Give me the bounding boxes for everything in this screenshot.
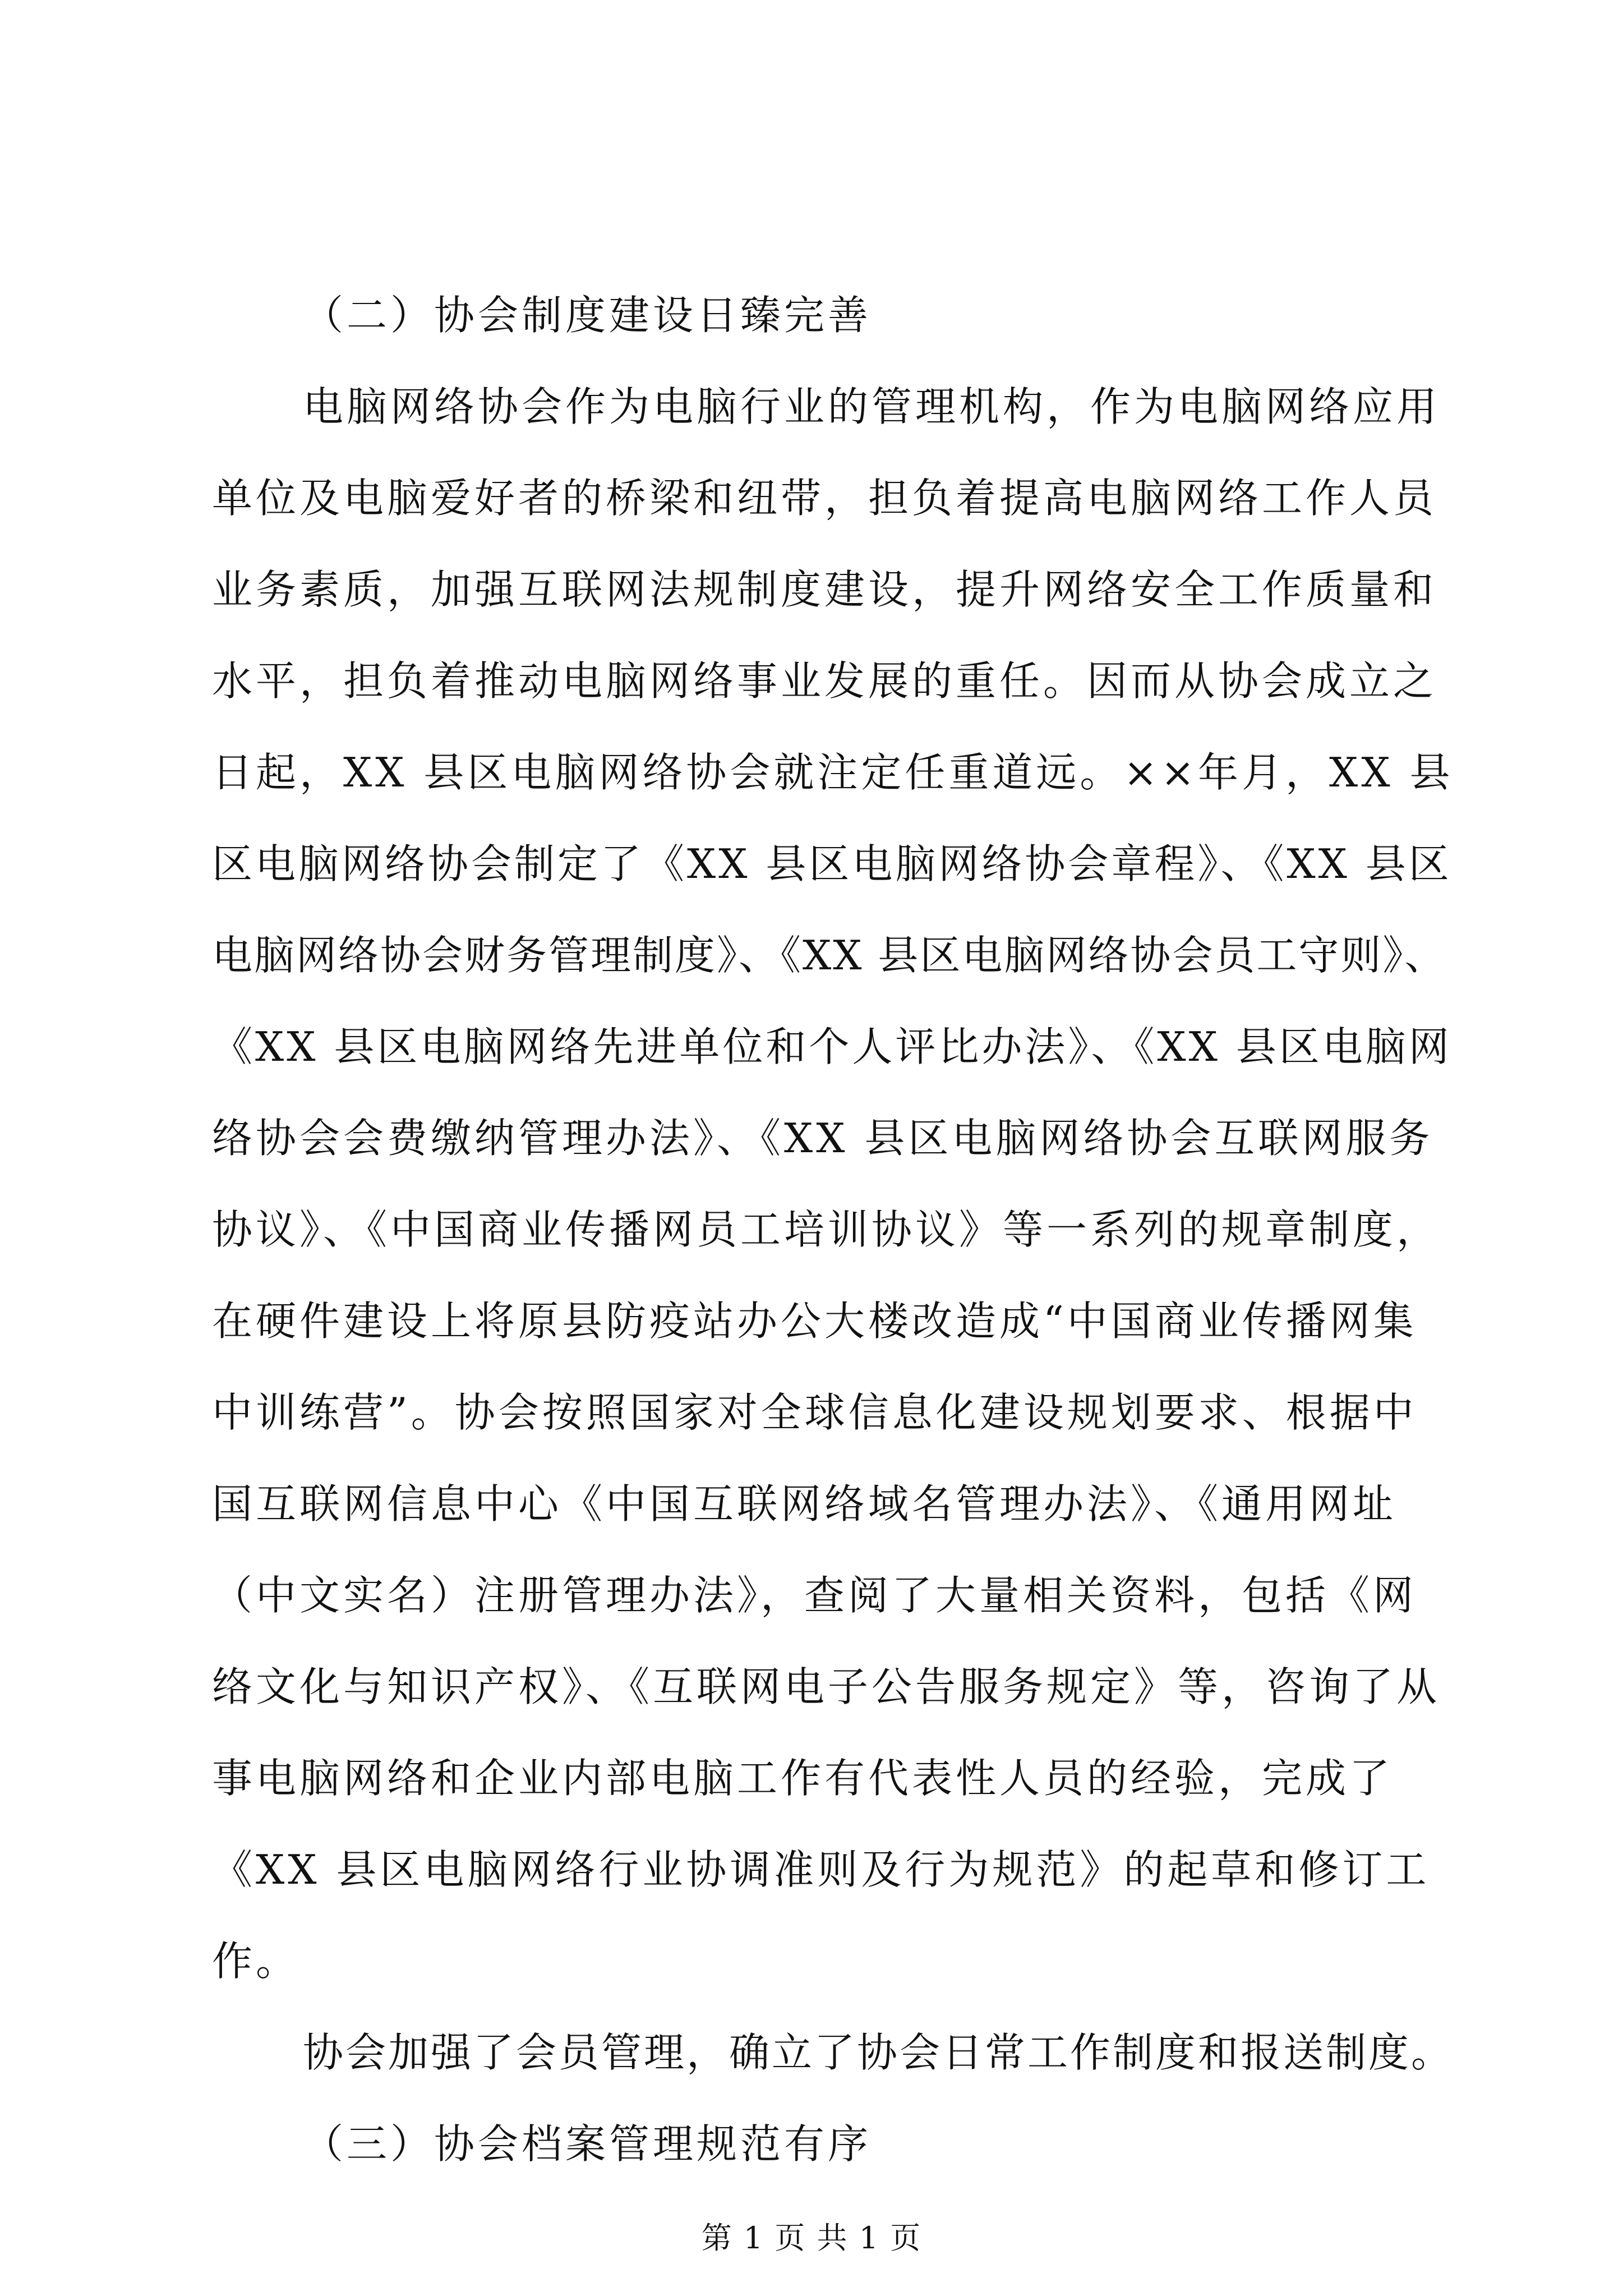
paragraph-1-line-2: 单位及电脑爱好者的桥梁和纽带，担负着提高电脑网络工作人员 xyxy=(212,475,1437,522)
paragraph-1-line-4: 水平，担负着推动电脑网络事业发展的重任。因而从协会成立之 xyxy=(212,657,1437,705)
page-footer: 第 1 页 共 1 页 xyxy=(701,2220,922,2256)
section-heading-2: （二）协会制度建设日臻完善 xyxy=(303,292,872,339)
paragraph-1-line-6: 区电脑网络协会制定了《XX 县区电脑网络协会章程》、《XX 县区 xyxy=(212,840,1452,887)
paragraph-2: 协会加强了会员管理，确立了协会日常工作制度和报送制度。 xyxy=(303,2029,1454,2076)
paragraph-1-line-5: 日起，XX 县区电脑网络协会就注定任重道远。××年月，XX 县 xyxy=(212,749,1454,796)
paragraph-1-line-13: 国互联网信息中心《中国互联网络域名管理办法》、《通用网址 xyxy=(212,1480,1397,1527)
paragraph-1-line-15: 络文化与知识产权》、《互联网电子公告服务规定》等，咨询了从 xyxy=(212,1663,1441,1710)
paragraph-1-line-8: 《XX 县区电脑网络先进单位和个人评比办法》、《XX 县区电脑网 xyxy=(212,1023,1452,1070)
paragraph-1-line-18: 作。 xyxy=(212,1938,300,1985)
paragraph-1-line-11: 在硬件建设上将原县防疫站办公大楼改造成“中国商业传播网集 xyxy=(212,1297,1417,1345)
paragraph-1-line-9: 络协会会费缴纳管理办法》、《XX 县区电脑网络协会互联网服务 xyxy=(212,1115,1433,1162)
paragraph-1-line-1: 电脑网络协会作为电脑行业的管理机构，作为电脑网络应用 xyxy=(303,383,1441,430)
paragraph-1-line-7: 电脑网络协会财务管理制度》、《XX 县区电脑网络协会员工守则》、 xyxy=(212,932,1447,979)
section-heading-3: （三）协会档案管理规范有序 xyxy=(303,2120,872,2168)
paragraph-1-line-3: 业务素质，加强互联网法规制度建设，提升网络安全工作质量和 xyxy=(212,566,1437,613)
paragraph-1-line-16: 事电脑网络和企业内部电脑工作有代表性人员的经验，完成了 xyxy=(212,1755,1394,1802)
paragraph-1-line-14: （中文实名）注册管理办法》，查阅了大量相关资料，包括《网 xyxy=(212,1572,1417,1619)
paragraph-1-line-10: 协议》、《中国商业传播网员工培训协议》等一系列的规章制度， xyxy=(212,1206,1441,1253)
paragraph-1-line-17: 《XX 县区电脑网络行业协调准则及行为规范》的起草和修订工 xyxy=(212,1846,1430,1893)
paragraph-1-line-12: 中训练营”。协会按照国家对全球信息化建设规划要求、根据中 xyxy=(212,1389,1417,1436)
